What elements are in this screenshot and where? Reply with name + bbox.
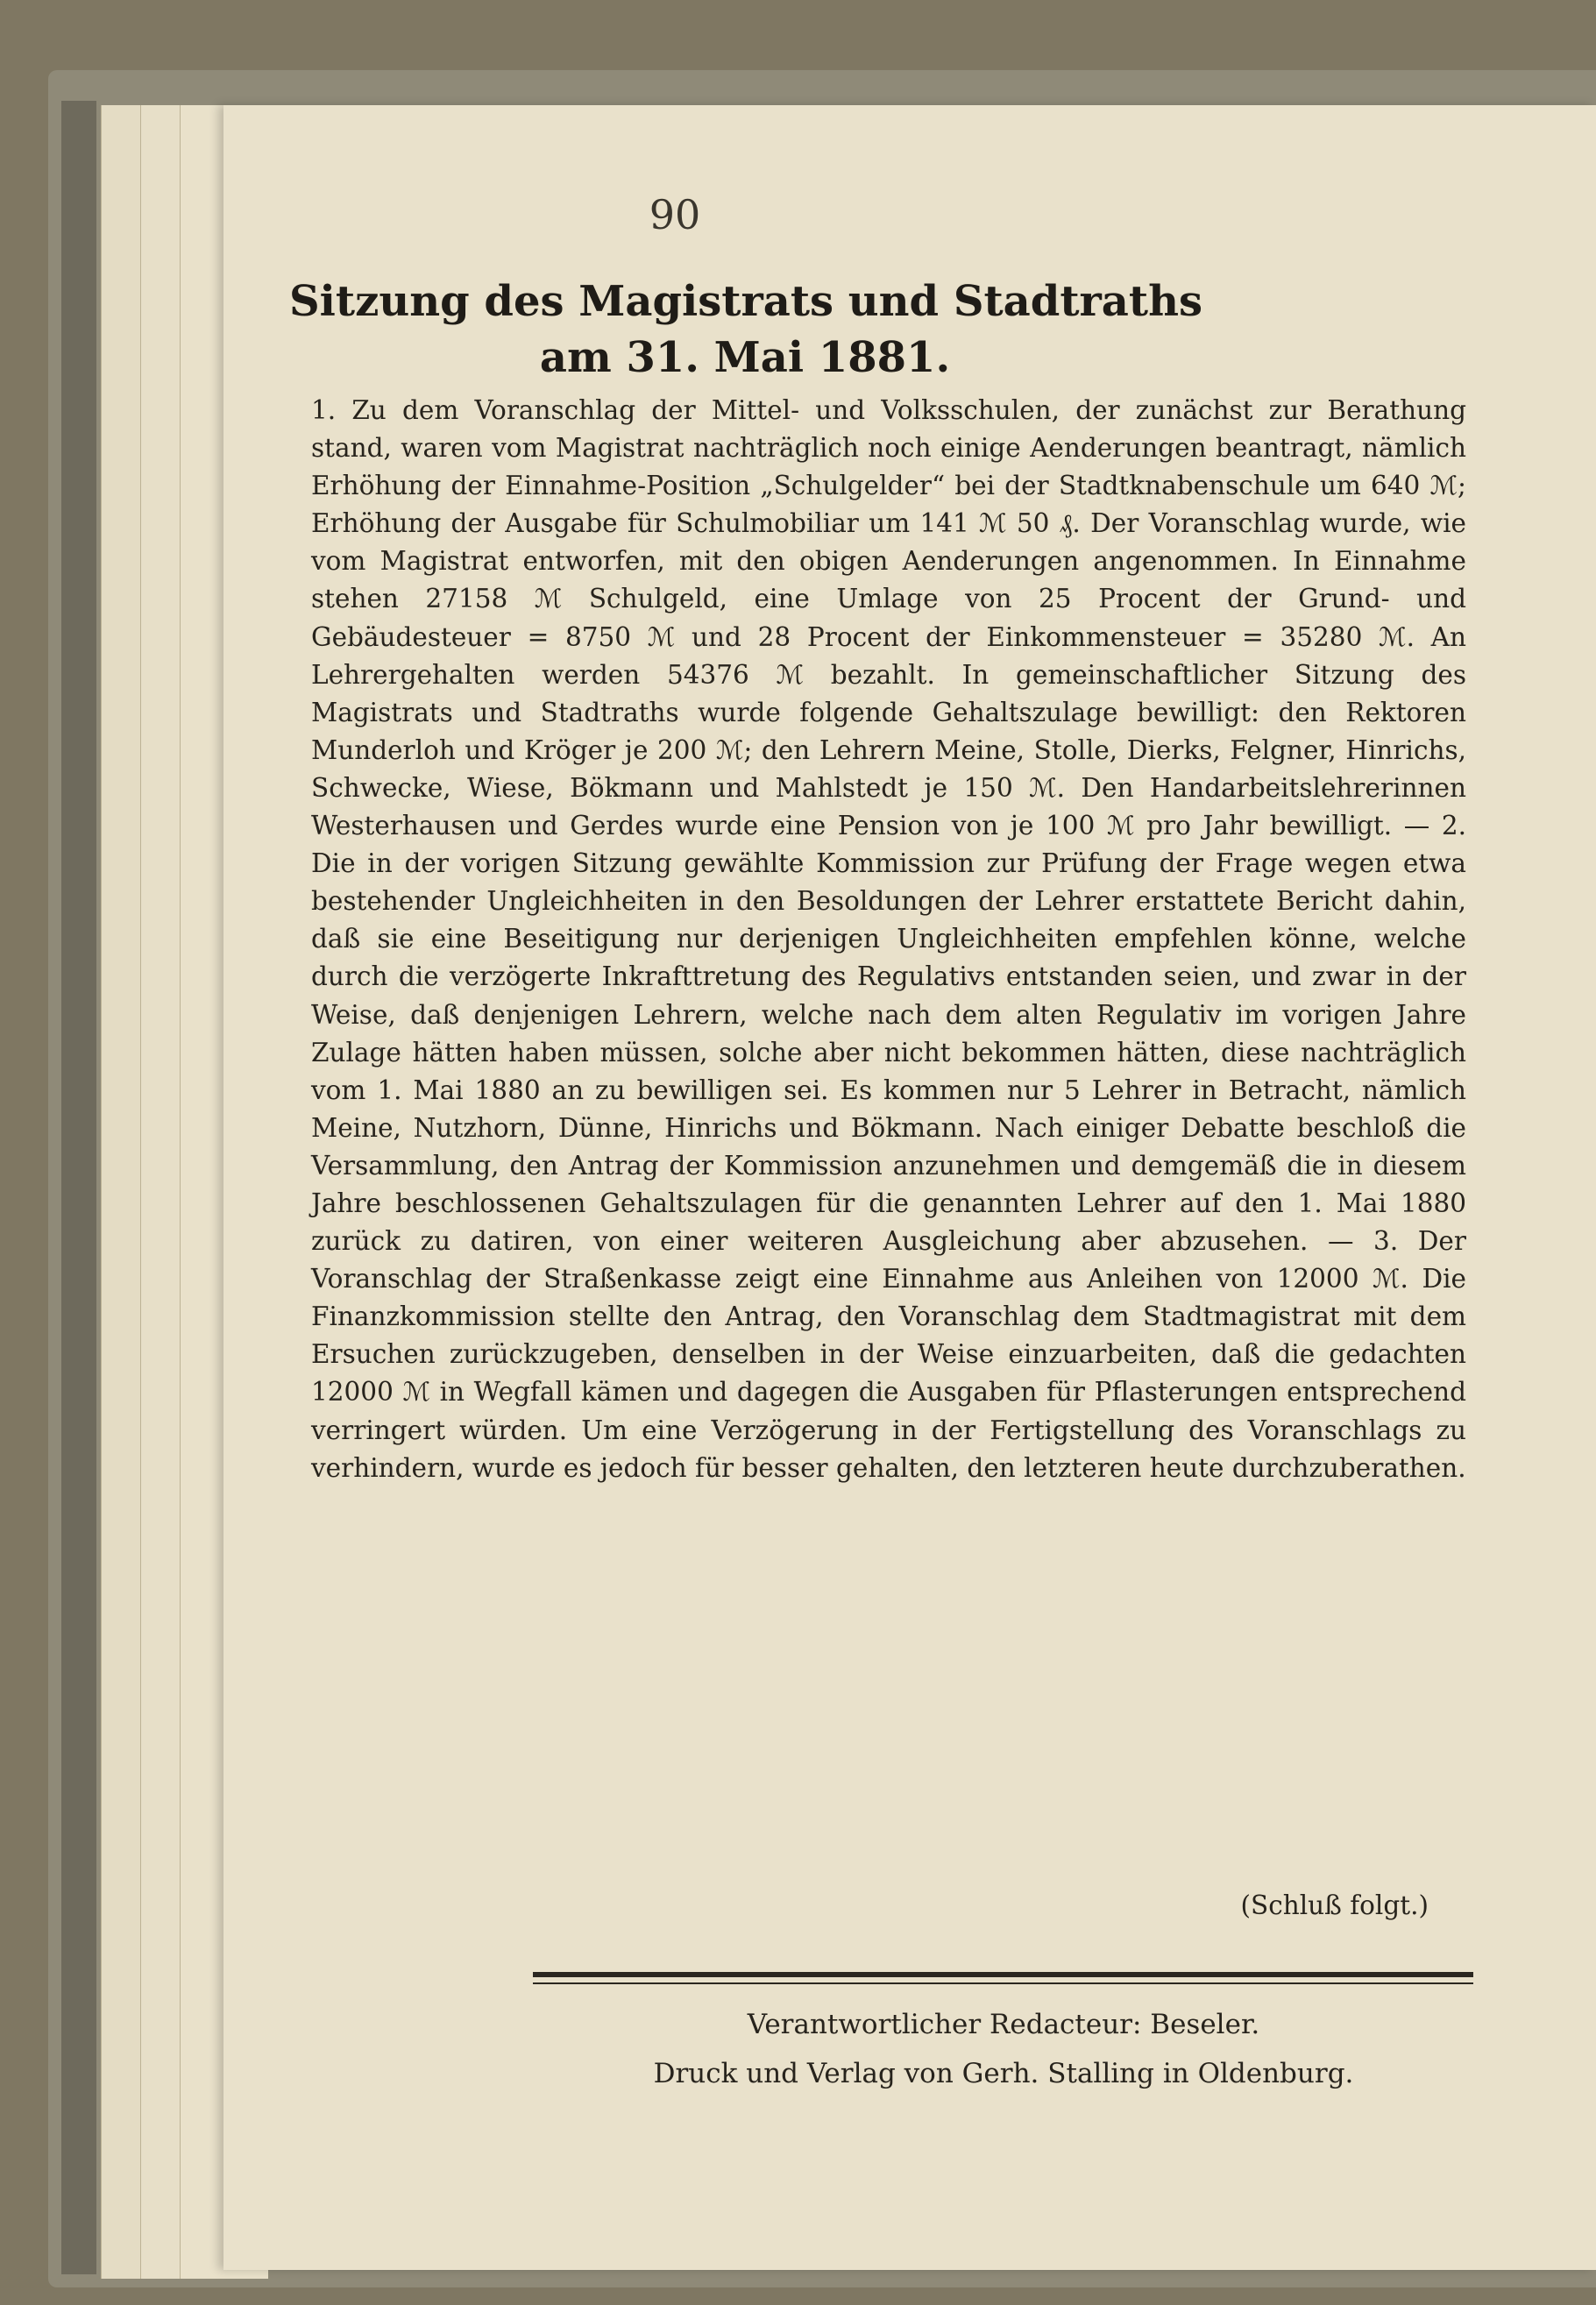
- section-heading-date: am 31. Mai 1881.: [539, 333, 951, 382]
- page-number: 90: [649, 191, 701, 238]
- article-body: [311, 392, 1466, 1487]
- divider-rule: [533, 1972, 1473, 1977]
- divider-rule-thin: [533, 1982, 1473, 1984]
- editor-line: Verantwortlicher Redacteur: Beseler.: [747, 2009, 1260, 2040]
- body-paragraph: 1. Zu dem Voranschlag der Mittel- und Volksschulen, der zunächst zur Berathung stand, waren vom Magistrat nachträglich noch einige Aenderungen beantragt, nämlich Erhöhung der Einnahme-Position „Schulgelder“ bei der Stadtknabenschule um 640 ℳ; Erhöhung der Ausgabe für Schulmobiliar um 141 ℳ 50 ₰. Der Voranschlag wurde, wie vom Magistrat entworfen, mit den obigen Aenderungen angenommen. In Einnahme stehen 27158 ℳ Schulgeld, eine Umlage von 25 Procent der Grund- und Gebäudesteuer = 8750 ℳ und 28 Procent der Einkommensteuer = 35280 ℳ. An Lehrergehalten werden 54376 ℳ bezahlt. In gemeinschaftlicher Sitzung des Magistrats und Stadtraths wurde folgende Gehaltszulage bewilligt: den Rektoren Munderloh und Kröger je 200 ℳ; den Lehrern Meine, Stolle, Dierks, Felgner, Hinrichs, Schwecke, Wiese, Bökmann und Mahlstedt je 150 ℳ. Den Handarbeitslehrerinnen Westerhausen und Gerdes wurde eine Pension von je 100 ℳ pro Jahr bewilligt. — 2. Die in der vorigen Sitzung gewählte Kommission zur Prüfung der Frage wegen etwa bestehender Ungleichheiten in den Besoldungen der Lehrer erstattete Bericht dahin, daß sie eine Beseitigung nur derjenigen Ungleichheiten empfehlen könne, welche durch die verzögerte Inkrafttretung des Regulativs entstanden seien, und zwar in der Weise, daß denjenigen Lehrern, welche nach dem alten Regulativ im vorigen Jahre Zulage hätten haben müssen, solche aber nicht bekommen hätten, diese nachträglich vom 1. Mai 1880 an zu bewilligen sei. Es kommen nur 5 Lehrer in Betracht, nämlich Meine, Nutzhorn, Dünne, Hinrichs und Bökmann. Nach einiger Debatte beschloß die Versammlung, den Antrag der Kommission anzunehmen und demgemäß die in diesem Jahre beschlossenen Gehaltszulagen für die genannten Lehrer auf den 1. Mai 1880 zurück zu datiren, von einer weiteren Ausgleichung aber abzusehen. — 3. Der Voranschlag der Straßenkasse zeigt eine Einnahme aus Anleihen von 12000 ℳ. Die Finanzkommission stellte den Antrag, den Voranschlag dem Stadtmagistrat mit dem Ersuchen zurückzugeben, denselben in der Weise einzuarbeiten, daß die gedachten 12000 ℳ in Wegfall kämen und dagegen die Ausgaben für Pflasterungen entsprechend verringert würden. Um eine Verzögerung in der Fertigstellung des Voranschlags zu verhindern, wurde es jedoch für besser gehalten, den letzteren heute durchzuberathen.: [311, 395, 1466, 1483]
- publisher-line: Druck und Verlag von Gerh. Stalling in Oldenburg.: [653, 2058, 1354, 2089]
- book-spine-edge: [61, 101, 96, 2274]
- section-heading: Sitzung des Magistrats und Stadtraths: [289, 277, 1202, 326]
- continuation-note: (Schluß folgt.): [1240, 1890, 1429, 1920]
